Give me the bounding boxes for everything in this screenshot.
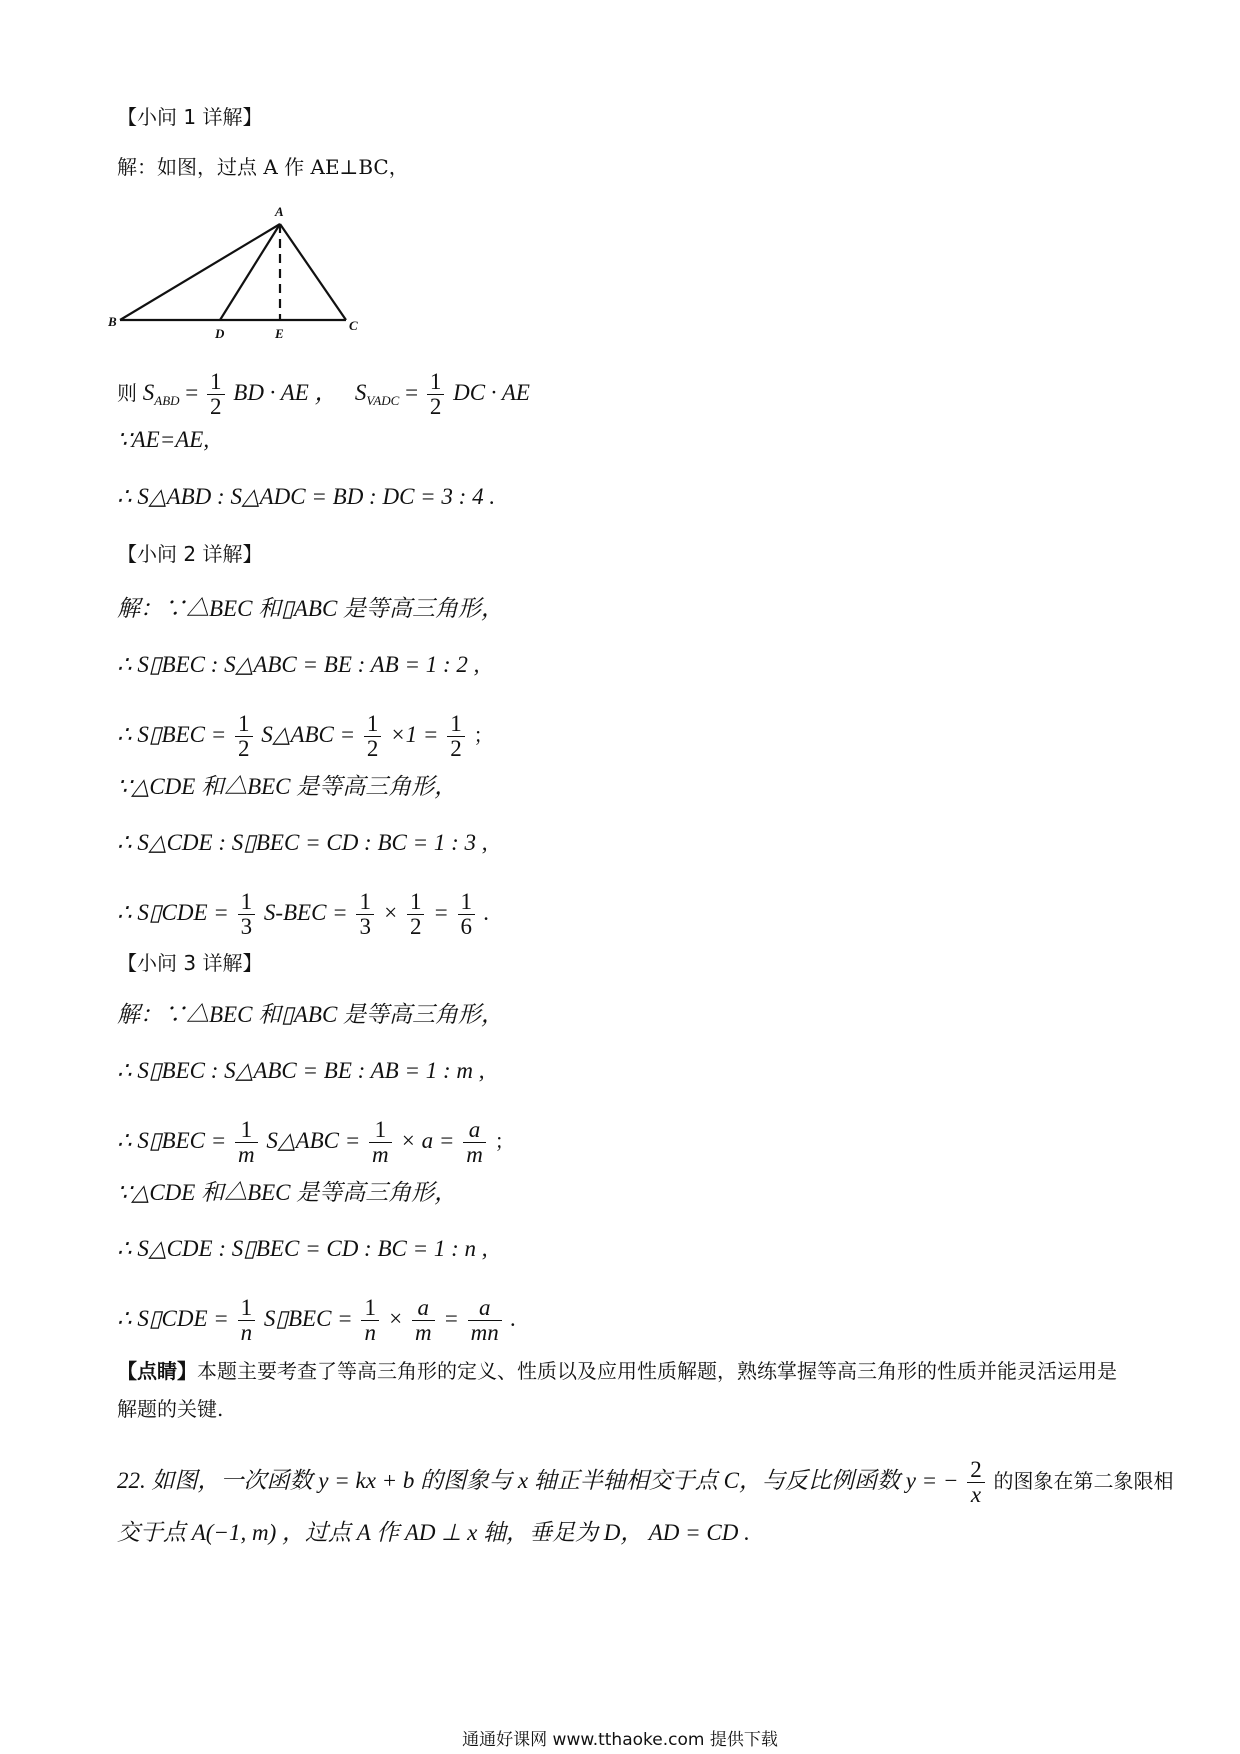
s2-line1: 解：∵△BEC 和▯ABC 是等高三角形，: [117, 596, 505, 621]
s3-line5: ∴ S△CDE : S▯BEC = CD : BC = 1 : n ,: [117, 1236, 488, 1261]
comment-label: 【点睛】: [117, 1359, 197, 1383]
label-a: A: [275, 204, 284, 219]
section2-heading: 【小问 2 详解】: [117, 542, 263, 566]
edge-ac: [280, 224, 346, 320]
problem22-line2: 交于点 A(−1, m) ，过点 A 作 AD ⊥ x 轴，垂足为 D， AD = CD .: [117, 1520, 750, 1545]
edge-ab: [120, 224, 280, 320]
label-e: E: [275, 326, 284, 341]
s2-line6: ∴ S▯CDE = $\frac{1}{3}$ S-BEC = $\frac{1}{3}$ × $\frac{1}{2}$ = $\frac{1}{6}$ .: [117, 889, 490, 940]
section1-heading: 【小问 1 详解】: [117, 105, 263, 129]
s2-line3: ∴ S▯BEC = $\frac{1}{2}$ S△ABC = $\frac{1}{2}$ ×1 = $\frac{1}{2}$ ；: [117, 711, 494, 762]
footer-text: 通通好课网 www.tthaoke.com 提供下载: [462, 1730, 778, 1750]
s2-line4: ∵△CDE 和△BEC 是等高三角形，: [117, 774, 458, 799]
s3-line2: ∴ S▯BEC : S△ABC = BE : AB = 1 : m ,: [117, 1058, 485, 1083]
section1-intro: 解：如图，过点 A 作 AE⊥BC，: [117, 155, 409, 179]
label-c: C: [349, 318, 358, 333]
triangle-figure: [108, 196, 408, 346]
s3-line6: ∴ S▯CDE = $\frac{1}{n}$ S▯BEC = $\frac{1}{n}$ × $\frac{a}{m}$ = $\frac{a}{mn}$ .: [117, 1295, 517, 1346]
area-formula-line: 则 $S_{ABD}$ = $\frac{1}{2}$ BD · AE ， $S_{VADC}$ = $\frac{1}{2}$ DC · AE: [117, 369, 530, 420]
problem22-line1: 22. 如图，一次函数 y = kx + b 的图象与 x 轴正半轴相交于点 C，与反比例函数 y = − $\frac{2}{x}$ 的图象在第二象限相: [117, 1457, 1174, 1508]
s2-line2: ∴ S▯BEC : S△ABC = BE : AB = 1 : 2 ,: [117, 652, 480, 677]
comment-text: 本题主要考查了等高三角形的定义、性质以及应用性质解题，熟练掌握等高三角形的性质并能灵活运用是解题的关键.: [117, 1359, 1117, 1421]
ratio-line: ∴ S△ABD : S△ADC = BD : DC = 3 : 4 .: [117, 484, 496, 509]
because-ae-line: ∵AE=AE,: [117, 427, 210, 452]
section3-heading: 【小问 3 详解】: [117, 951, 263, 975]
s3-line3: ∴ S▯BEC = $\frac{1}{m}$ S△ABC = $\frac{1}{m}$ × a = $\frac{a}{m}$ ；: [117, 1117, 515, 1168]
s2-line5: ∴ S△CDE : S▯BEC = CD : BC = 1 : 3 ,: [117, 830, 488, 855]
label-d: D: [215, 326, 225, 341]
s3-line1: 解：∵△BEC 和▯ABC 是等高三角形，: [117, 1002, 505, 1027]
edge-ad: [220, 224, 280, 320]
label-b: B: [108, 314, 117, 329]
comment-block: [117, 1352, 1127, 1428]
s3-line4: ∵△CDE 和△BEC 是等高三角形，: [117, 1180, 458, 1205]
